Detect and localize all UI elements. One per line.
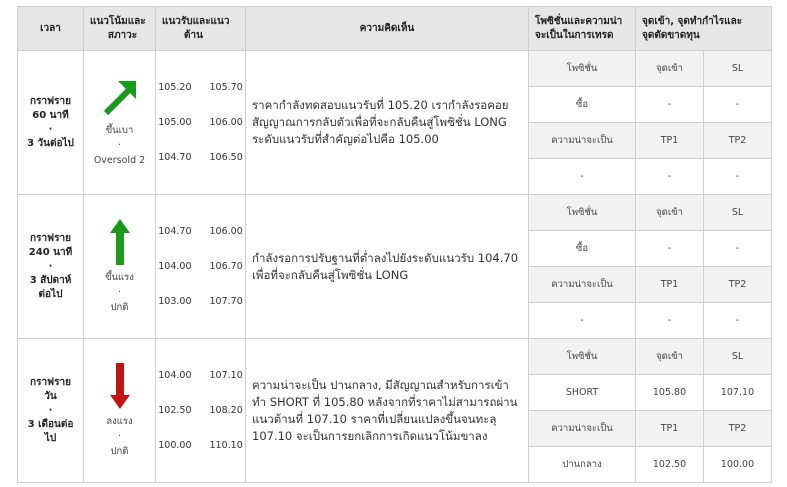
grid-cell: SL	[704, 339, 772, 375]
grid-cell: SL	[704, 195, 772, 231]
grid-cell: โพซิชั่น	[529, 339, 636, 375]
condition-label: Oversold 2	[93, 155, 146, 166]
grid-cell: TP1	[636, 411, 704, 447]
header-time: เวลา	[18, 7, 84, 51]
level-pair: 104.70 106.00	[158, 226, 243, 237]
grid-cell: -	[529, 159, 636, 195]
grid-cell: TP1	[636, 267, 704, 303]
trend-label: ขึ้นแรง	[105, 272, 134, 283]
table-row	[18, 195, 772, 231]
grid-cell: -	[704, 303, 772, 339]
grid-cell: TP2	[704, 123, 772, 159]
grid-cell: -	[704, 231, 772, 267]
level-pair: 105.00 106.00	[158, 117, 243, 128]
level-pair: 104.00 106.70	[158, 261, 243, 272]
levels-cell	[156, 195, 246, 339]
level-pair: 100.00 110.10	[158, 440, 243, 451]
grid-cell: ความน่าจะเป็น	[529, 267, 636, 303]
grid-cell: TP1	[636, 123, 704, 159]
grid-cell: SHORT	[529, 375, 636, 411]
timeframe-cell: กราฟราย 240 นาที · 3 สัปดาห์ ต่อไป	[18, 195, 84, 339]
grid-cell: -	[636, 87, 704, 123]
trend-cell: ขึ้นแรง · ปกติ	[84, 195, 156, 339]
header-position: โพซิชั่นและความน่า จะเป็นในการเทรด	[529, 7, 636, 51]
grid-cell: -	[636, 231, 704, 267]
comment-cell: ราคากำลังทดสอบแนวรับที่ 105.20 เรากำลังรอคอยสัญญาณการกลับตัวเพื่อที่จะกลับคืนสู่โพซิชั่น LONG ระดับแนวรับที่สำคัญต่อไปคือ 105.00	[246, 51, 529, 195]
condition-label: ปกติ	[110, 302, 129, 313]
trend-label: ลงแรง	[106, 416, 133, 427]
arrow-down-icon	[108, 362, 132, 410]
header-levels: แนวรับและแนว ต้าน	[156, 7, 246, 51]
grid-cell: -	[704, 159, 772, 195]
header-entry: จุดเข้า, จุดทำกำไรและ จุดตัดขาดทุน	[636, 7, 772, 51]
timeframe-cell: กราฟราย 60 นาที · 3 วันต่อไป	[18, 51, 84, 195]
grid-cell: จุดเข้า	[636, 339, 704, 375]
grid-cell: จุดเข้า	[636, 51, 704, 87]
grid-cell: 100.00	[704, 447, 772, 483]
level-pair: 102.50 108.20	[158, 405, 243, 416]
grid-cell: ซื้อ	[529, 87, 636, 123]
table-row	[18, 339, 772, 375]
grid-cell: โพซิชั่น	[529, 195, 636, 231]
grid-cell: SL	[704, 51, 772, 87]
trend-cell: ขึ้นเบา · Oversold 2	[84, 51, 156, 195]
levels-cell	[156, 339, 246, 483]
grid-cell: ซื้อ	[529, 231, 636, 267]
level-pair: 103.00 107.70	[158, 296, 243, 307]
grid-cell: โพซิชั่น	[529, 51, 636, 87]
grid-cell: ความน่าจะเป็น	[529, 123, 636, 159]
grid-cell: TP2	[704, 411, 772, 447]
header-row	[18, 7, 772, 51]
arrow-up-right-icon	[100, 77, 140, 119]
grid-cell: TP2	[704, 267, 772, 303]
forecast-table	[17, 6, 772, 483]
grid-cell: -	[704, 87, 772, 123]
level-pair: 104.70 106.50	[158, 152, 243, 163]
condition-label: ปกติ	[110, 446, 129, 457]
grid-cell: ปานกลาง	[529, 447, 636, 483]
trend-label: ขึ้นเบา	[105, 125, 134, 136]
level-pair: 104.00 107.10	[158, 370, 243, 381]
grid-cell: -	[529, 303, 636, 339]
trend-cell: ลงแรง · ปกติ	[84, 339, 156, 483]
grid-cell: -	[636, 159, 704, 195]
grid-cell: จุดเข้า	[636, 195, 704, 231]
comment-cell: กำลังรอการปรับฐานที่ต่ำลงไปยังระดับแนวรับ 104.70 เพื่อที่จะกลับคืนสู่โพซิชั่น LONG	[246, 195, 529, 339]
grid-cell: 105.80	[636, 375, 704, 411]
arrow-up-icon	[108, 218, 132, 266]
grid-cell: 107.10	[704, 375, 772, 411]
grid-cell: 102.50	[636, 447, 704, 483]
grid-cell: ความน่าจะเป็น	[529, 411, 636, 447]
levels-cell	[156, 51, 246, 195]
grid-cell: -	[636, 303, 704, 339]
header-trend: แนวโน้มและ สภาวะ	[84, 7, 156, 51]
comment-cell: ความน่าจะเป็น ปานกลาง, มีสัญญาณสำหรับการเข้าทำ SHORT ที่ 105.80 หลังจากที่ราคาไม่สามารถผ่านแนวต้านที่ 107.10 ราคาที่เปลี่ยนแปลงขึ้นจนทะลุ 107.10 จะเป็นการยกเลิกการเกิดแนวโน้มขาลง	[246, 339, 529, 483]
level-pair: 105.20 105.70	[158, 82, 243, 93]
header-comment: ความคิดเห็น	[246, 7, 529, 51]
timeframe-cell: กราฟราย วัน · 3 เดือนต่อ ไป	[18, 339, 84, 483]
table-row	[18, 51, 772, 87]
